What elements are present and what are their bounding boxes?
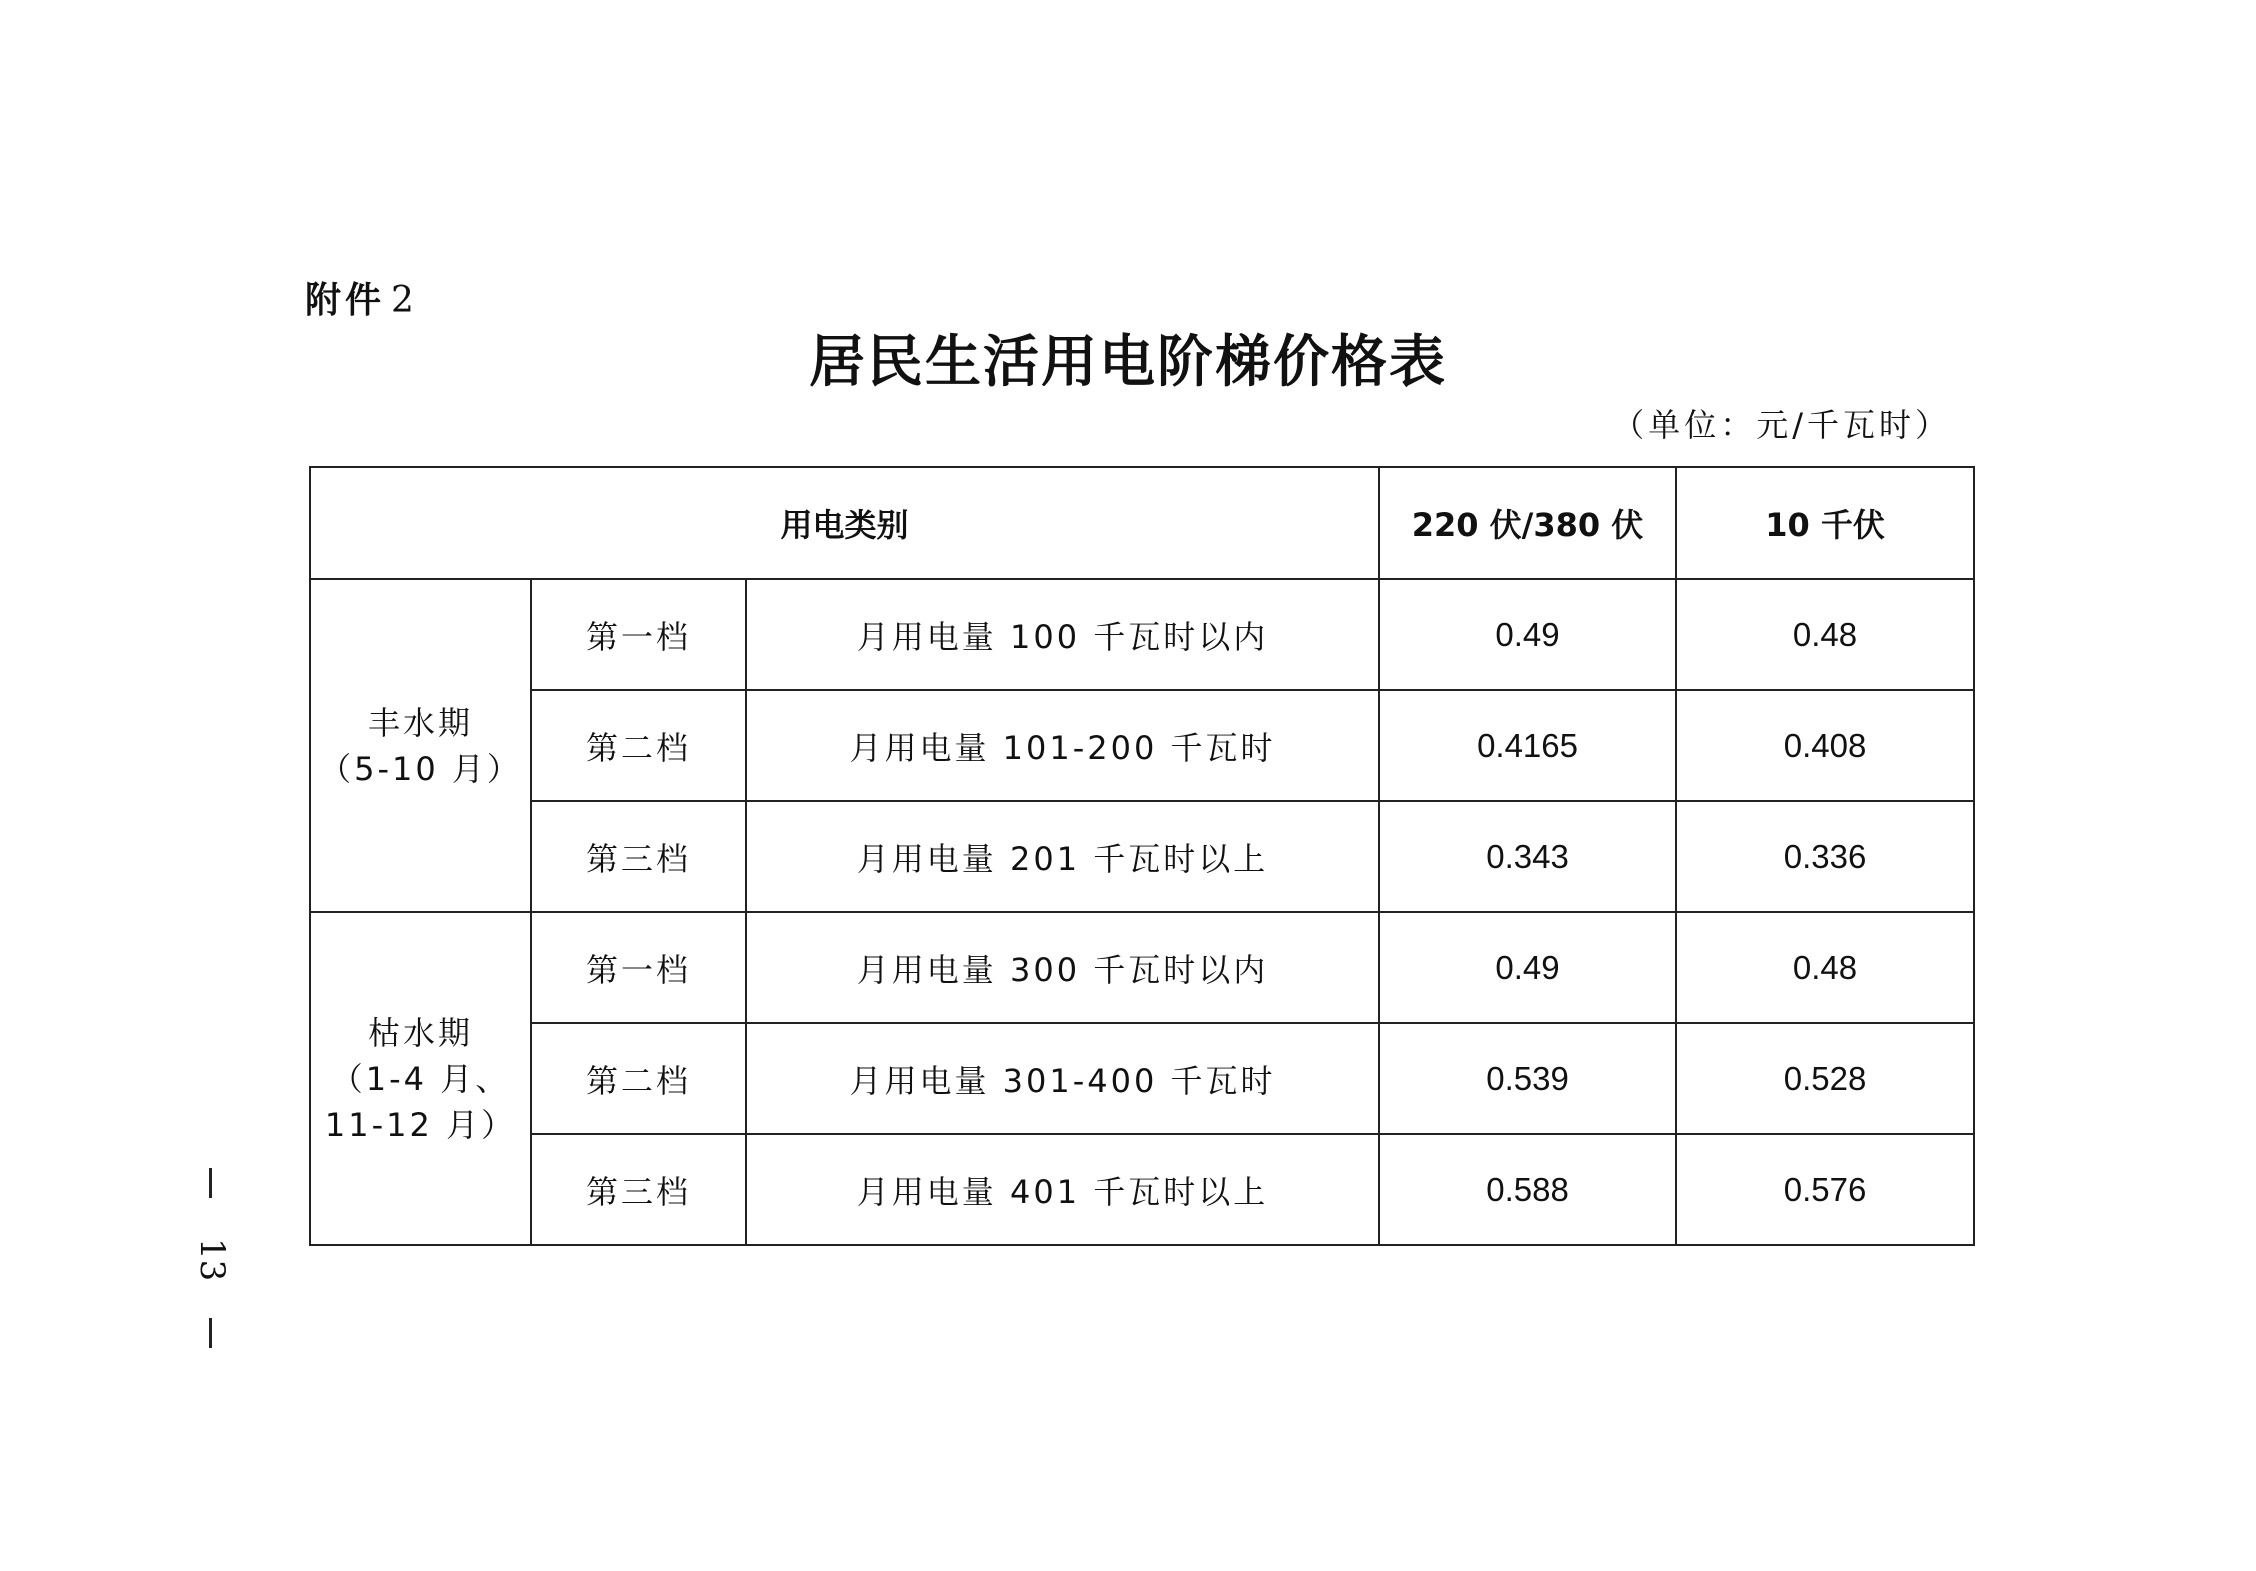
tier-cell: 第一档 — [531, 579, 746, 690]
table-row — [310, 912, 1974, 1023]
period-cell — [310, 912, 531, 1245]
period-name: 枯水期 — [367, 1013, 473, 1052]
tier-cell: 第二档 — [531, 690, 746, 801]
period-name: 丰水期 — [367, 703, 473, 742]
table-row — [310, 579, 1974, 690]
page-number-text: 13 — [192, 1238, 232, 1282]
price-low-cell: 0.539 — [1379, 1023, 1676, 1134]
price-high-cell: 0.48 — [1676, 579, 1974, 690]
period-months: 11-12 月） — [324, 1105, 517, 1144]
tier-cell: 第一档 — [531, 912, 746, 1023]
price-low-cell: 0.588 — [1379, 1134, 1676, 1245]
table-row — [310, 1134, 1974, 1245]
tier-cell: 第三档 — [531, 801, 746, 912]
usage-cell: 月用电量 201 千瓦时以上 — [746, 801, 1379, 912]
table-header-row — [310, 467, 1974, 579]
page-number-dash-bottom — [209, 1318, 212, 1348]
price-low-cell: 0.49 — [1379, 579, 1676, 690]
price-low-cell: 0.4165 — [1379, 690, 1676, 801]
header-voltage-low: 220 伏/380 伏 — [1379, 467, 1676, 579]
table-row — [310, 690, 1974, 801]
price-high-cell: 0.336 — [1676, 801, 1974, 912]
price-low-cell: 0.49 — [1379, 912, 1676, 1023]
table-row — [310, 801, 1974, 912]
usage-cell: 月用电量 101-200 千瓦时 — [746, 690, 1379, 801]
price-high-cell: 0.528 — [1676, 1023, 1974, 1134]
usage-cell: 月用电量 300 千瓦时以内 — [746, 912, 1379, 1023]
price-low-cell: 0.343 — [1379, 801, 1676, 912]
unit-note: （单位：元/千瓦时） — [1612, 406, 1951, 444]
usage-cell: 月用电量 401 千瓦时以上 — [746, 1134, 1379, 1245]
page-number — [190, 1168, 230, 1358]
tier-cell: 第三档 — [531, 1134, 746, 1245]
page-title: 居民生活用电阶梯价格表 — [809, 329, 1447, 395]
price-high-cell: 0.408 — [1676, 690, 1974, 801]
page-number-dash-top — [209, 1168, 212, 1198]
period-months: （1-4 月、 — [330, 1059, 511, 1098]
attachment-number: 2 — [391, 280, 418, 321]
usage-cell: 月用电量 100 千瓦时以内 — [746, 579, 1379, 690]
attachment-label — [305, 272, 418, 323]
header-voltage-high: 10 千伏 — [1676, 467, 1974, 579]
attachment-word: 附件 — [305, 280, 386, 321]
price-high-cell: 0.48 — [1676, 912, 1974, 1023]
price-high-cell: 0.576 — [1676, 1134, 1974, 1245]
period-months: （5-10 月） — [319, 749, 522, 788]
tier-cell: 第二档 — [531, 1023, 746, 1134]
table-row — [310, 1023, 1974, 1134]
period-cell — [310, 579, 531, 912]
header-category: 用电类别 — [310, 467, 1379, 579]
usage-cell: 月用电量 301-400 千瓦时 — [746, 1023, 1379, 1134]
tariff-table — [309, 466, 1975, 1246]
